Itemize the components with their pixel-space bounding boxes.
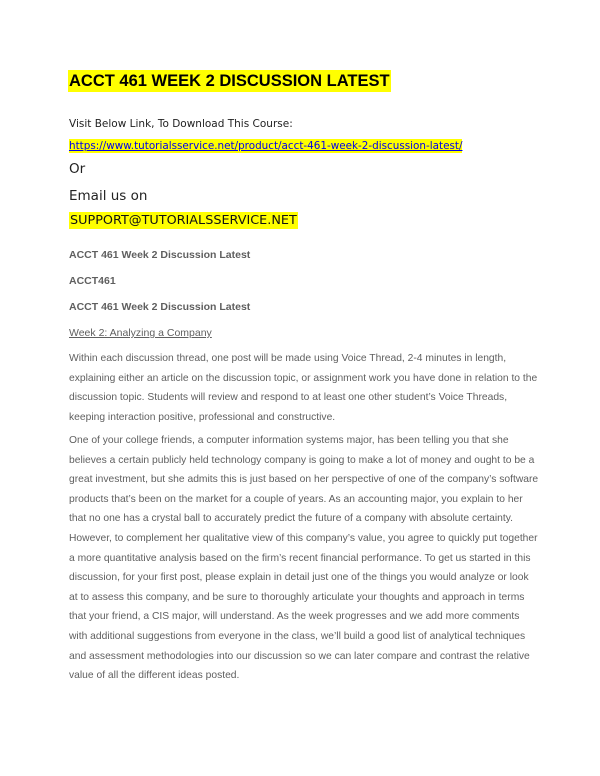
paragraph-scenario: One of your college friends, a computer information systems major, has been telling you that she believes a certain publicly held technology company is going to make a lot of money and ought to be a great investment, but she admits this is just based on her perspective of one of the company’s software products that’s been on the market for a couple of years. As an accounting major, you explain to her that no one has a crystal ball to accurately predict the future of a company with absolute certainty. However, to complement her qualitative view of this company’s value, you agree to quickly put together a more quantitative analysis based on the firm’s recent financial performance. To get us started in this discussion, for your first post, please explain in detail just one of the things you would analyze or look at to assess this company, and be sure to thoroughly articulate your thoughts and approach in terms that your friend, a CIS major, will understand. As the week progresses and we add more comments with additional suggestions from everyone in the class, we’ll build a good list of analytical techniques and assessment methodologies into our discussion so we can later compare and contrast the relative value of all the different ideas posted. (69, 435, 539, 682)
week-heading: Week 2: Analyzing a Company (69, 327, 212, 339)
discussion-heading: ACCT 461 Week 2 Discussion Latest (69, 249, 251, 261)
course-download-link[interactable]: https://www.tutorialsservice.net/product/acct-461-week-2-discussion-latest/ (69, 140, 463, 152)
support-email[interactable]: SUPPORT@TUTORIALSSERVICE.NET (70, 213, 297, 228)
discussion-subheading: ACCT 461 Week 2 Discussion Latest (69, 301, 251, 313)
email-label: Email us on (69, 188, 148, 204)
course-code: ACCT461 (69, 275, 116, 287)
document-title: ACCT 461 WEEK 2 DISCUSSION LATEST (69, 72, 390, 90)
or-text: Or (69, 161, 86, 177)
visit-instruction: Visit Below Link, To Download This Course: (69, 118, 293, 130)
paragraph-instructions: Within each discussion thread, one post will be made using Voice Thread, 2-4 minutes in length, explaining either an article on the discussion topic, or assignment work you have done in relation to the discussion topic. Students will review and respond to at least one other student’s Voice Threads, keeping interaction positive, professional and constructive. (69, 353, 538, 423)
